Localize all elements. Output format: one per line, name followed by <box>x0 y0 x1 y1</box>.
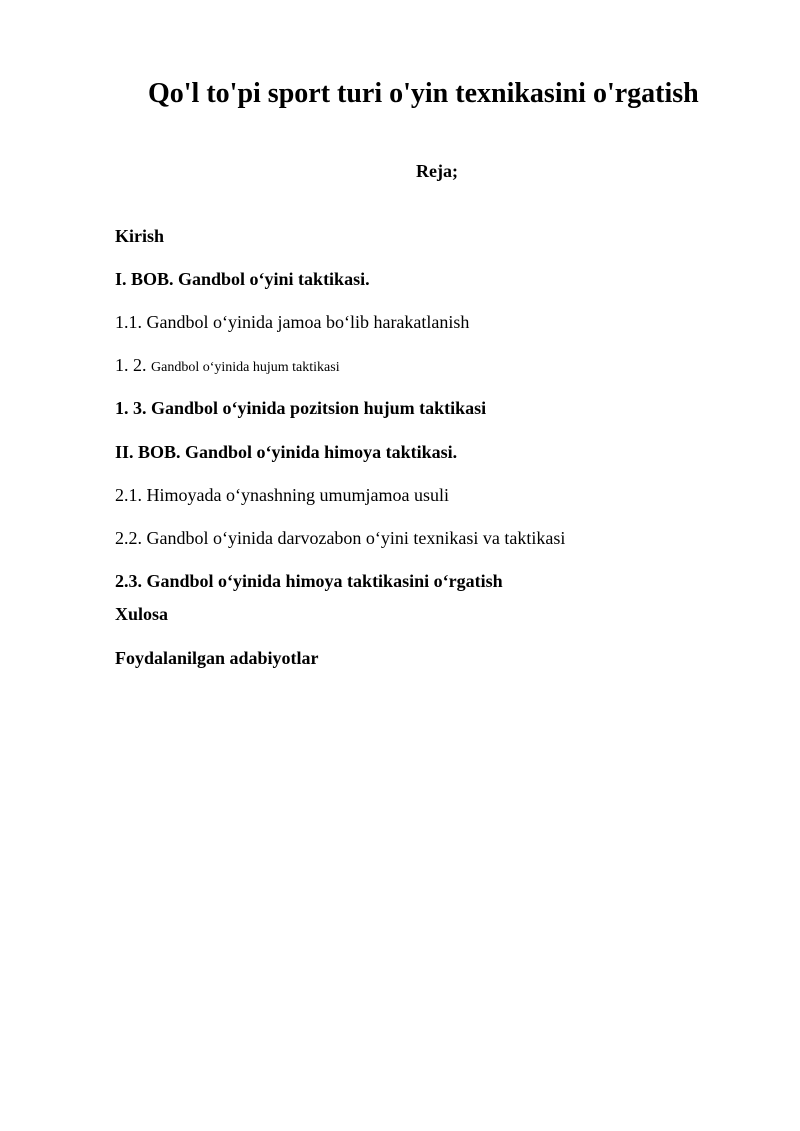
toc-item-1-2 <box>115 353 340 380</box>
toc-item-1-2-label: Gandbol o‘yinida hujum taktikasi <box>151 360 340 375</box>
toc-item-2-1: 2.1. Himoyada o‘ynashning umumjamoa usuli <box>115 485 449 505</box>
toc-item-1-3: 1. 3. Gandbol o‘yinida pozitsion hujum taktikasi <box>115 398 487 418</box>
plan-heading: Reja; <box>416 161 458 181</box>
toc-item-references: Foydalanilgan adabiyotlar <box>115 648 319 668</box>
toc-item-1-1: 1.1. Gandbol o‘yinida jamoa bo‘lib harakatlanish <box>115 312 470 332</box>
document-title: Qo'l to'pi sport turi o'yin texnikasini o'rgatish <box>148 78 699 109</box>
toc-item-chapter-1: I. BOB. Gandbol o‘yini taktikasi. <box>115 269 370 289</box>
toc-item-introduction: Kirish <box>115 226 165 246</box>
toc-item-1-2-number: 1. 2. <box>115 355 147 375</box>
toc-item-conclusion: Xulosa <box>115 604 169 624</box>
toc-item-2-3: 2.3. Gandbol o‘yinida himoya taktikasini o‘rgatish <box>115 571 503 591</box>
toc-item-2-2: 2.2. Gandbol o‘yinida darvozabon o‘yini texnikasi va taktikasi <box>115 528 566 548</box>
toc-item-chapter-2: II. BOB. Gandbol o‘yinida himoya taktikasi. <box>115 442 458 462</box>
